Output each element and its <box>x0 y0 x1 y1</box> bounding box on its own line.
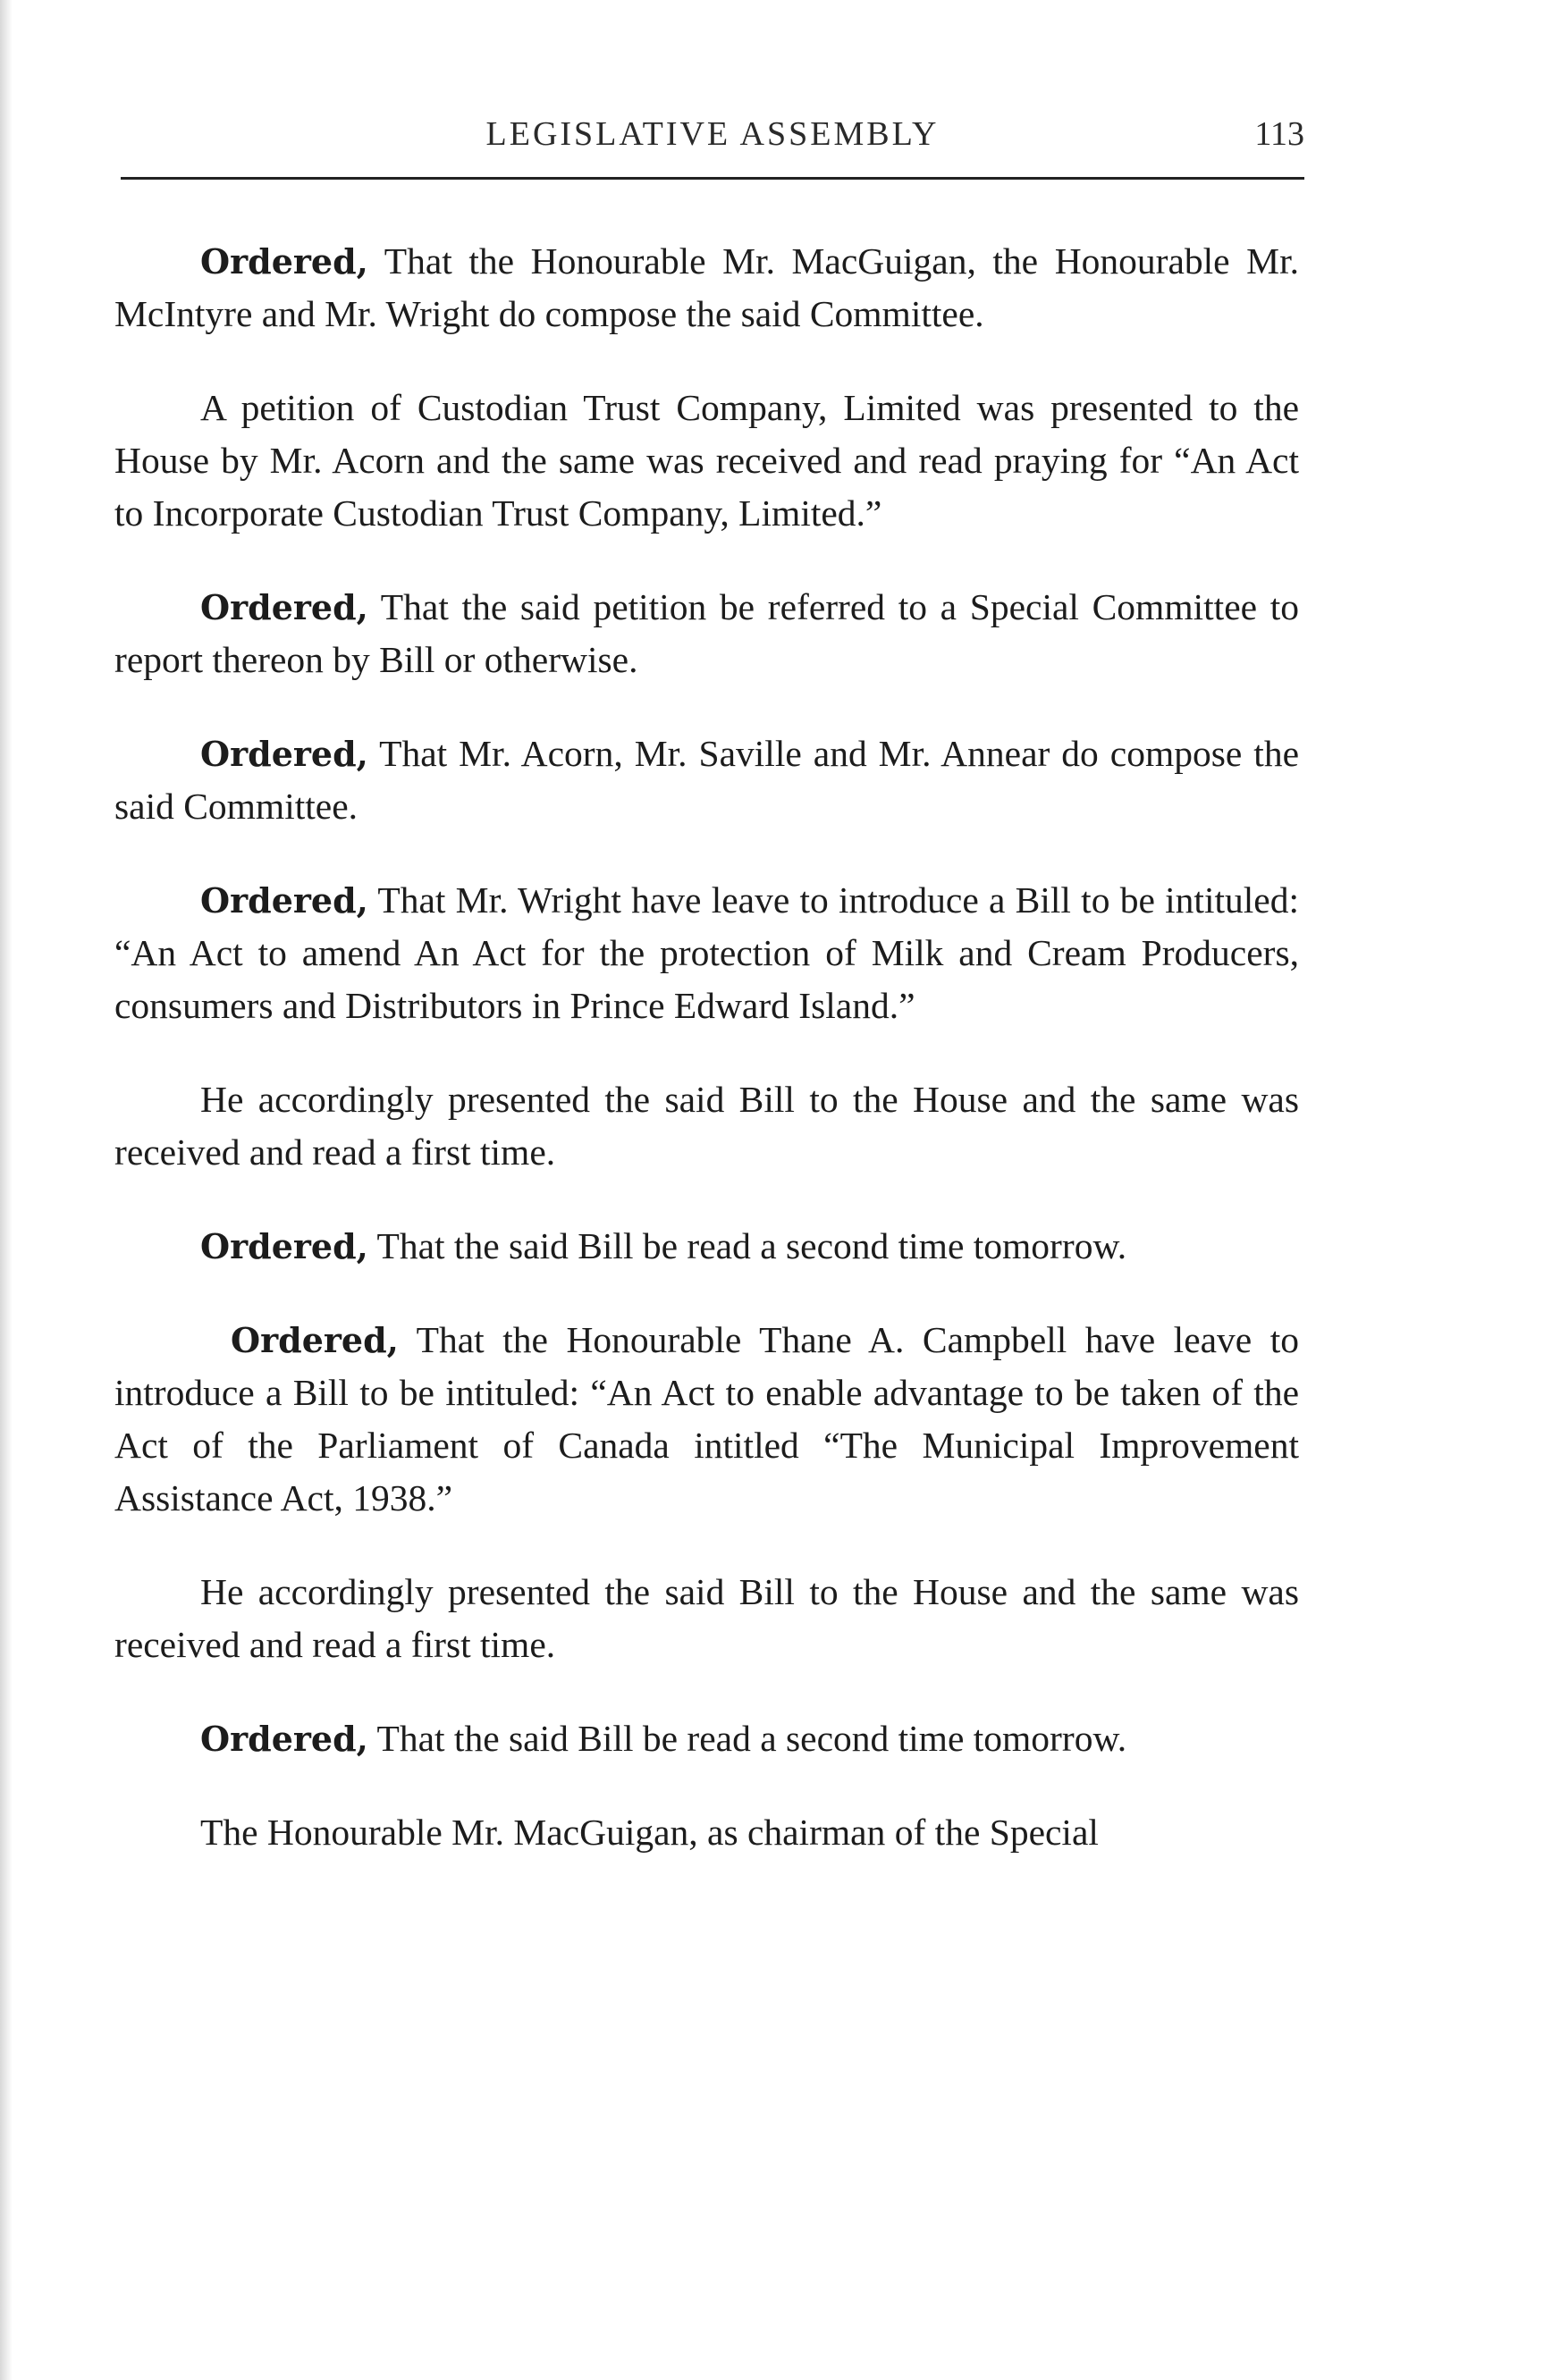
paragraph-5 <box>114 874 1299 1032</box>
paragraph-text: He accordingly presented the said Bill to the House and the same was received and read a first time. <box>114 1079 1299 1173</box>
body-text <box>114 235 1299 1900</box>
paragraph-lead: Ordered, <box>200 734 368 774</box>
paragraph-lead: Ordered, <box>200 1226 368 1266</box>
paragraph-lead: Ordered, <box>200 880 368 921</box>
paragraph-lead: Ordered, <box>231 1320 399 1360</box>
paragraph-text: That the said Bill be read a second time tomorrow. <box>367 1718 1127 1759</box>
paragraph-text: He accordingly presented the said Bill to the House and the same was received and read a first time. <box>114 1571 1299 1665</box>
paragraph-10 <box>114 1712 1299 1765</box>
paragraph-text: That the said Bill be read a second time tomorrow. <box>367 1225 1127 1266</box>
running-title: LEGISLATIVE ASSEMBLY <box>485 115 940 153</box>
paragraph-11 <box>114 1806 1299 1859</box>
paragraph-text: That the said petition be referred to a Special Committee to report thereon by Bill or otherwise. <box>114 586 1299 680</box>
paragraph-1 <box>114 235 1299 341</box>
page-edge-shadow <box>0 0 13 2380</box>
paragraph-7 <box>114 1220 1299 1273</box>
page-number: 113 <box>1254 115 1304 153</box>
paragraph-6 <box>114 1073 1299 1179</box>
paragraph-text: That the Honourable Thane A. Campbell have leave to introduce a Bill to be intituled: “An Act to enable advantage to be taken of the Act of the Parliament of Canada intitled “The Municipal Improvement Assistance Act, 1938.” <box>114 1319 1299 1518</box>
paragraph-2 <box>114 382 1299 540</box>
paragraph-4 <box>114 727 1299 833</box>
paragraph-lead: Ordered, <box>200 241 368 282</box>
paragraph-text: That Mr. Acorn, Mr. Saville and Mr. Annear do compose the said Committee. <box>114 733 1299 827</box>
paragraph-text: That Mr. Wright have leave to introduce a Bill to be intituled: “An Act to amend An Act for the protection of Milk and Cream Producers, consumers and Distributors in Prince Edward Island.” <box>114 879 1299 1026</box>
paragraph-8 <box>114 1314 1299 1525</box>
header-rule <box>121 177 1304 180</box>
paragraph-lead: Ordered, <box>200 587 368 627</box>
paragraph-text: The Honourable Mr. MacGuigan, as chairman of the Special <box>200 1812 1099 1853</box>
paragraph-9 <box>114 1566 1299 1671</box>
page-header <box>121 105 1304 177</box>
paragraph-text: That the Honourable Mr. MacGuigan, the Honourable Mr. McIntyre and Mr. Wright do compose the said Committee. <box>114 240 1299 334</box>
paragraph-lead: Ordered, <box>200 1719 368 1759</box>
paragraph-text: A petition of Custodian Trust Company, Limited was presented to the House by Mr. Acorn and the same was received and read praying for “An Act to Incorporate Custodian Trust Company, Limited.” <box>114 387 1299 534</box>
paragraph-3 <box>114 581 1299 686</box>
